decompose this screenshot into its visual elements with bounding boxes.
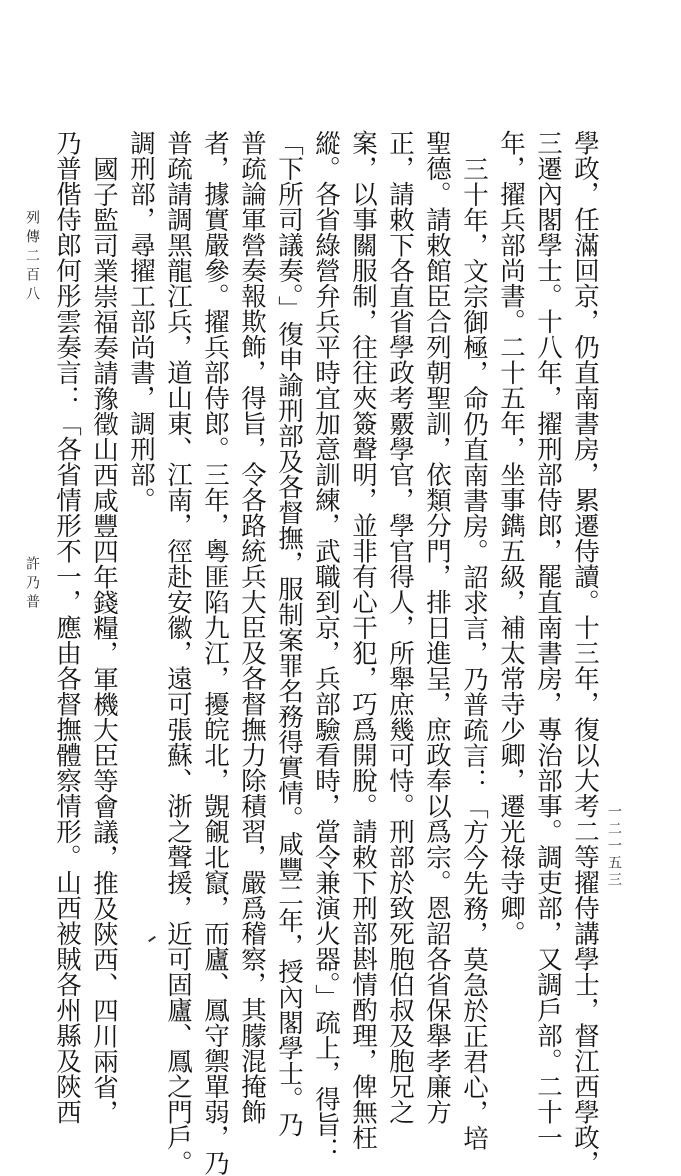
text-column-14: 國子監司業崇福奏請豫徵山西咸豐四年錢糧，軍機大臣等會議，推及陝西、四川兩省， xyxy=(89,156,119,1125)
text-column-15: 乃普偕侍郎何彤雲奏言：「各省情形不一，應由各督撫體察情形。山西被賊各州縣及陝西 xyxy=(52,130,82,1125)
text-column-10: 普疏論軍營奏報欺飾，得旨，令各路統兵大臣及各督撫力除積習，嚴爲稽察，其朦混掩飾 xyxy=(237,130,267,1125)
page-number: 一二一五三 xyxy=(606,804,622,889)
text-column-9: 「下所司議奏。」復申諭刑部及各督撫，服制案罪名務得實情。咸豐二年，授內閣學士。乃 xyxy=(274,130,304,1138)
ink-mark xyxy=(148,936,156,942)
text-column-13: 調刑部，尋擢工部尚書，調刑部。 xyxy=(126,130,156,513)
text-column-8: 縱。各省綠營弁兵平時宜加意訓練，武職到京，兵部驗看時，當令兼演火器。」疏上，得旨： xyxy=(311,130,341,1163)
person-name: 許乃普 xyxy=(24,556,40,613)
text-column-7: 案，以事關服制，往往夾簽聲明，並非有心干犯，巧爲開脫。請敕下刑部斟情酌理，俾無枉 xyxy=(348,130,378,1150)
chapter-title: 列傳二百八 xyxy=(24,210,40,305)
text-column-11: 者，據實嚴參。擢兵部侍郎。三年，粵匪陷九江，擾皖北，覬覦北竄，而廬、鳳守禦單弱，乃 xyxy=(200,130,230,1176)
text-column-1: 學政，任滿回京，仍直南書房，累遷侍讀。十三年，復以大考二等擢侍講學士，督江西學政， xyxy=(570,130,600,1176)
text-column-12: 普疏請調黑龍江兵，道山東、江南，徑赴安徽，遠可張蘇、浙之聲援，近可固廬、鳳之門戶。 xyxy=(163,130,193,1176)
text-column-3: 年，擢兵部尚書。二十五年，坐事鐫五級，補太常寺少卿，遷光祿寺卿。 xyxy=(496,130,526,946)
text-column-6: 正，請敕下各直省學政考覈學官，學官得人，所舉庶幾可恃。刑部於致死胞伯叔及胞兄之 xyxy=(385,130,415,1125)
text-column-2: 三遷內閣學士。十八年，擢刑部侍郎，罷直南書房，專治部事。調吏部，又調戶部。二十一 xyxy=(533,130,563,1150)
text-column-4: 三十年，文宗御極，命仍直南書房。詔求言，乃普疏言：「方今先務，莫急於正君心，培 xyxy=(459,156,489,1151)
text-column-5: 聖德。請敕館臣合列朝聖訓，依類分門，排日進呈，庶政奉以爲宗。恩詔各省保舉孝廉方 xyxy=(422,130,452,1125)
